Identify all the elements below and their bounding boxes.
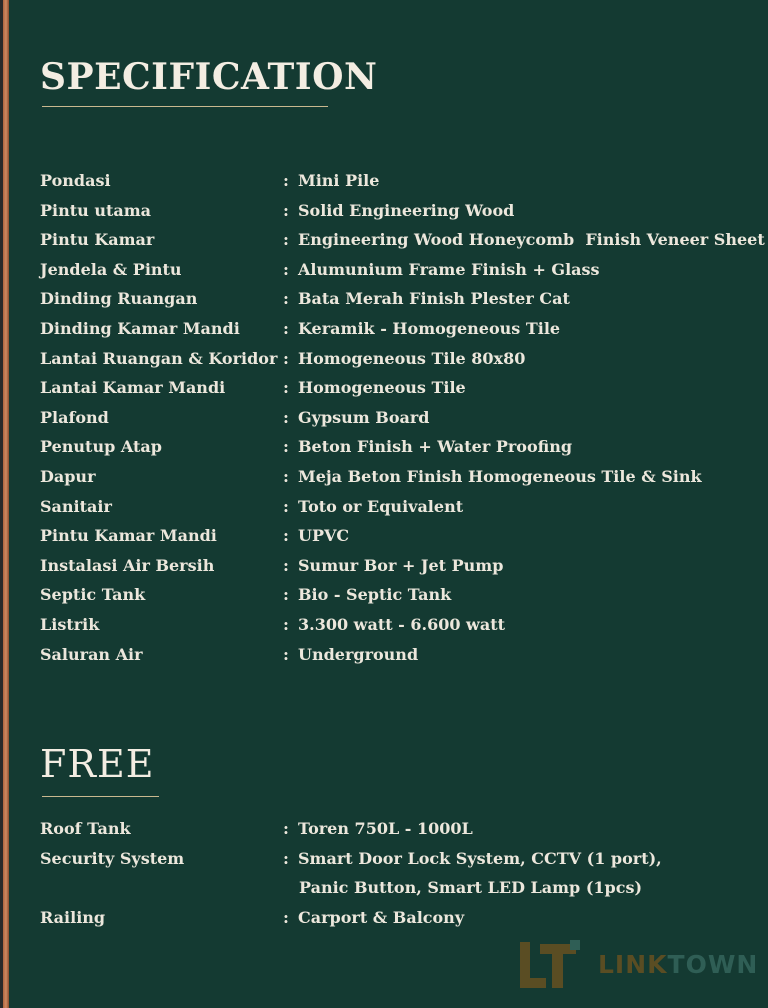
spec-value: Sumur Bor + Jet Pump — [298, 555, 504, 575]
spec-colon: : — [283, 378, 289, 398]
spec-value: Meja Beton Finish Homogeneous Tile & Sink — [298, 466, 702, 486]
free-value: Smart Door Lock System, CCTV (1 port), — [298, 848, 662, 868]
spec-value: Homogeneous Tile 80x80 — [298, 348, 526, 368]
spec-label: Penutup Atap — [40, 437, 162, 457]
spec-colon: : — [283, 289, 289, 309]
spec-colon: : — [283, 585, 289, 605]
spec-label: Dinding Kamar Mandi — [40, 318, 240, 338]
free-colon: : — [283, 907, 289, 927]
spec-value: Bio - Septic Tank — [298, 585, 452, 605]
spec-value: Mini Pile — [298, 171, 380, 190]
spec-label: Pondasi — [40, 171, 111, 190]
spec-label: Pintu Kamar — [40, 230, 155, 250]
spec-value: Gypsum Board — [298, 407, 430, 427]
spec-value: Alumunium Frame Finish + Glass — [298, 259, 600, 279]
linktown-logo-mark-icon — [520, 940, 582, 990]
spec-label: Pintu Kamar Mandi — [40, 526, 217, 546]
free-title: FREE — [40, 742, 155, 786]
spec-label: Jendela & Pintu — [40, 259, 182, 279]
logo-text-town: TOWN — [667, 950, 759, 979]
spec-label: Instalasi Air Bersih — [40, 555, 215, 575]
spec-value: Bata Merah Finish Plester Cat — [298, 289, 570, 309]
spec-colon: : — [283, 555, 289, 575]
spec-label: Septic Tank — [40, 585, 146, 605]
spec-value: Engineering Wood Honeycomb Finish Veneer Sheet — [298, 230, 765, 250]
free-label: Roof Tank — [40, 819, 131, 838]
spec-colon: : — [283, 437, 289, 457]
spec-colon: : — [283, 644, 289, 664]
free-value: Panic Button, Smart LED Lamp (1pcs) — [299, 878, 643, 898]
linktown-logo — [520, 940, 760, 990]
free-label: Railing — [40, 907, 106, 927]
spec-label: Listrik — [40, 614, 100, 634]
spec-colon: : — [283, 171, 289, 190]
spec-value: Homogeneous Tile — [298, 378, 466, 398]
spec-label: Sanitair — [40, 496, 112, 516]
spec-label: Dapur — [40, 466, 96, 486]
spec-colon: : — [283, 318, 289, 338]
spec-label: Pintu utama — [40, 200, 152, 220]
free-value: Toren 750L - 1000L — [298, 819, 473, 838]
spec-colon: : — [283, 200, 289, 220]
spec-colon: : — [283, 259, 289, 279]
spec-colon: : — [283, 230, 289, 250]
spec-label: Lantai Ruangan & Koridor — [40, 348, 278, 368]
spec-colon: : — [283, 526, 289, 546]
spec-value: 3.300 watt - 6.600 watt — [298, 614, 505, 634]
spec-label: Plafond — [40, 407, 109, 427]
specification-title-underline — [42, 106, 328, 107]
spec-colon: : — [283, 614, 289, 634]
spec-label: Dinding Ruangan — [40, 289, 198, 309]
spec-colon: : — [283, 496, 289, 516]
spec-colon: : — [283, 348, 289, 368]
spec-value: Toto or Equivalent — [298, 496, 464, 516]
spec-value: Keramik - Homogeneous Tile — [298, 318, 561, 338]
free-colon: : — [283, 848, 289, 868]
spec-value: UPVC — [298, 526, 350, 546]
spec-label: Lantai Kamar Mandi — [40, 378, 226, 398]
free-title-underline — [42, 796, 159, 797]
free-label: Security System — [40, 848, 185, 868]
free-value: Carport & Balcony — [298, 907, 465, 927]
spec-colon: : — [283, 466, 289, 486]
spec-value: Beton Finish + Water Proofing — [298, 437, 573, 457]
copper-edge-strip — [0, 0, 9, 1008]
free-colon: : — [283, 819, 289, 838]
specification-title: SPECIFICATION — [40, 56, 378, 98]
spec-label: Saluran Air — [40, 644, 143, 664]
logo-text-link: LINK — [598, 950, 668, 979]
spec-value: Solid Engineering Wood — [298, 200, 515, 220]
linktown-logo-text — [598, 950, 758, 979]
spec-colon: : — [283, 407, 289, 427]
spec-value: Underground — [298, 644, 419, 664]
